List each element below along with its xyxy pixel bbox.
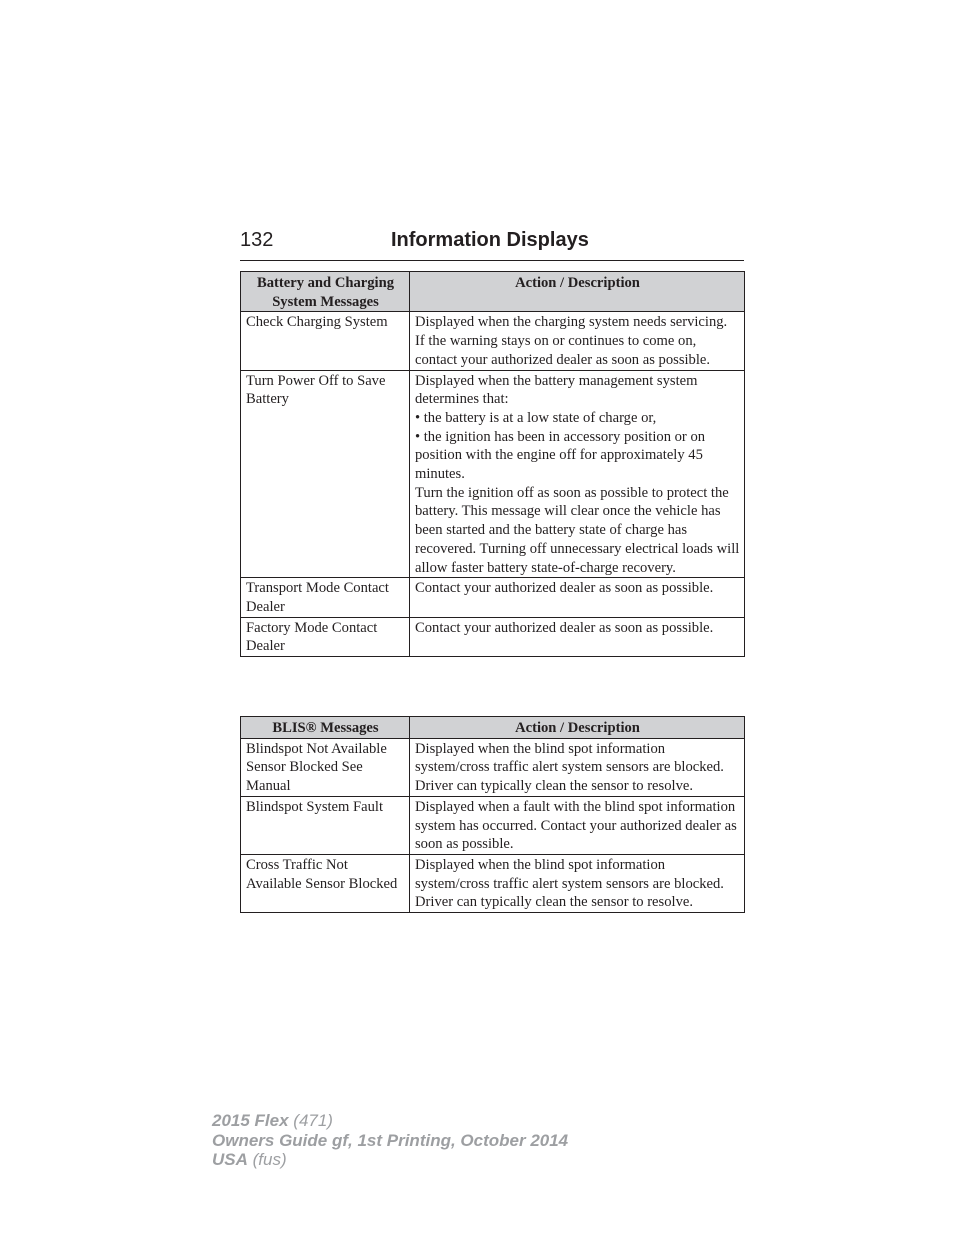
description-cell [410, 578, 745, 617]
description-cell [410, 617, 745, 656]
message-cell: Factory Mode Contact Dealer [241, 617, 410, 656]
table-row [241, 796, 745, 854]
footer-edition: Owners Guide gf, 1st Printing, October 2014 [212, 1130, 569, 1150]
column-header-message: BLIS® Messages [241, 717, 410, 739]
description-text: Displayed when the battery management system determines that: [415, 372, 698, 408]
footer-model-line [212, 1111, 568, 1131]
bullet-item: • the ignition has been in accessory position or on position with the engine off for approximately 45 minutes. [415, 428, 706, 483]
description-text: Contact your authorized dealer as soon as possible. [415, 580, 714, 597]
message-cell: Blindspot System Fault [241, 796, 410, 854]
footer-market-line [212, 1150, 568, 1170]
footer-model: 2015 Flex [212, 1111, 289, 1130]
battery-messages-table [240, 271, 745, 657]
description-cell: Displayed when the blind spot information system/cross traffic alert system sensors are blocked. Driver can typically clean the sensor to resolve. [410, 854, 745, 912]
section-title: Information Displays [391, 229, 589, 251]
table-row [241, 578, 745, 617]
footer-edition-line [212, 1131, 568, 1151]
page-header [240, 228, 744, 261]
message-cell: Cross Traffic Not Available Sensor Blocked [241, 854, 410, 912]
table-row [241, 854, 745, 912]
blis-messages-table [240, 716, 745, 913]
description-cell: Displayed when a fault with the blind spot information system has occurred. Contact your authorized dealer as soon as possible. [410, 796, 745, 854]
table-row [241, 312, 745, 370]
column-header-action: Action / Description [410, 272, 745, 312]
description-text: Contact your authorized dealer as soon as possible. [415, 619, 714, 636]
column-header-action: Action / Description [410, 717, 745, 739]
footer-market: USA [212, 1150, 248, 1169]
document-footer [212, 1111, 568, 1170]
table-header-row [241, 272, 745, 312]
description-text: Turn the ignition off as soon as possible to protect the battery. This message will clear once the vehicle has been started and the battery state of charge has recovered. Turning off unnecessary electrical loads will allow faster battery state-of-charge recovery. [415, 484, 740, 576]
description-cell: Displayed when the blind spot information system/cross traffic alert system sensors are blocked. Driver can typically clean the sensor to resolve. [410, 738, 745, 796]
description-cell [410, 370, 745, 578]
message-cell: Check Charging System [241, 312, 410, 370]
table-row [241, 738, 745, 796]
message-cell: Transport Mode Contact Dealer [241, 578, 410, 617]
footer-market-code: (fus) [247, 1150, 287, 1169]
page-number: 132 [240, 229, 274, 251]
column-header-message: Battery and Charging System Messages [241, 272, 410, 312]
bullet-item: • the battery is at a low state of charge or, [415, 409, 657, 426]
footer-model-code: (471) [288, 1111, 333, 1130]
description-text: Displayed when the charging system needs servicing. If the warning stays on or continues to come on, contact your authorized dealer as soon as possible. [415, 314, 728, 368]
table-header-row [241, 717, 745, 739]
table-row [241, 617, 745, 656]
description-cell [410, 312, 745, 370]
message-cell: Blindspot Not Available Sensor Blocked See Manual [241, 738, 410, 796]
table-row [241, 370, 745, 578]
message-cell: Turn Power Off to Save Battery [241, 370, 410, 578]
